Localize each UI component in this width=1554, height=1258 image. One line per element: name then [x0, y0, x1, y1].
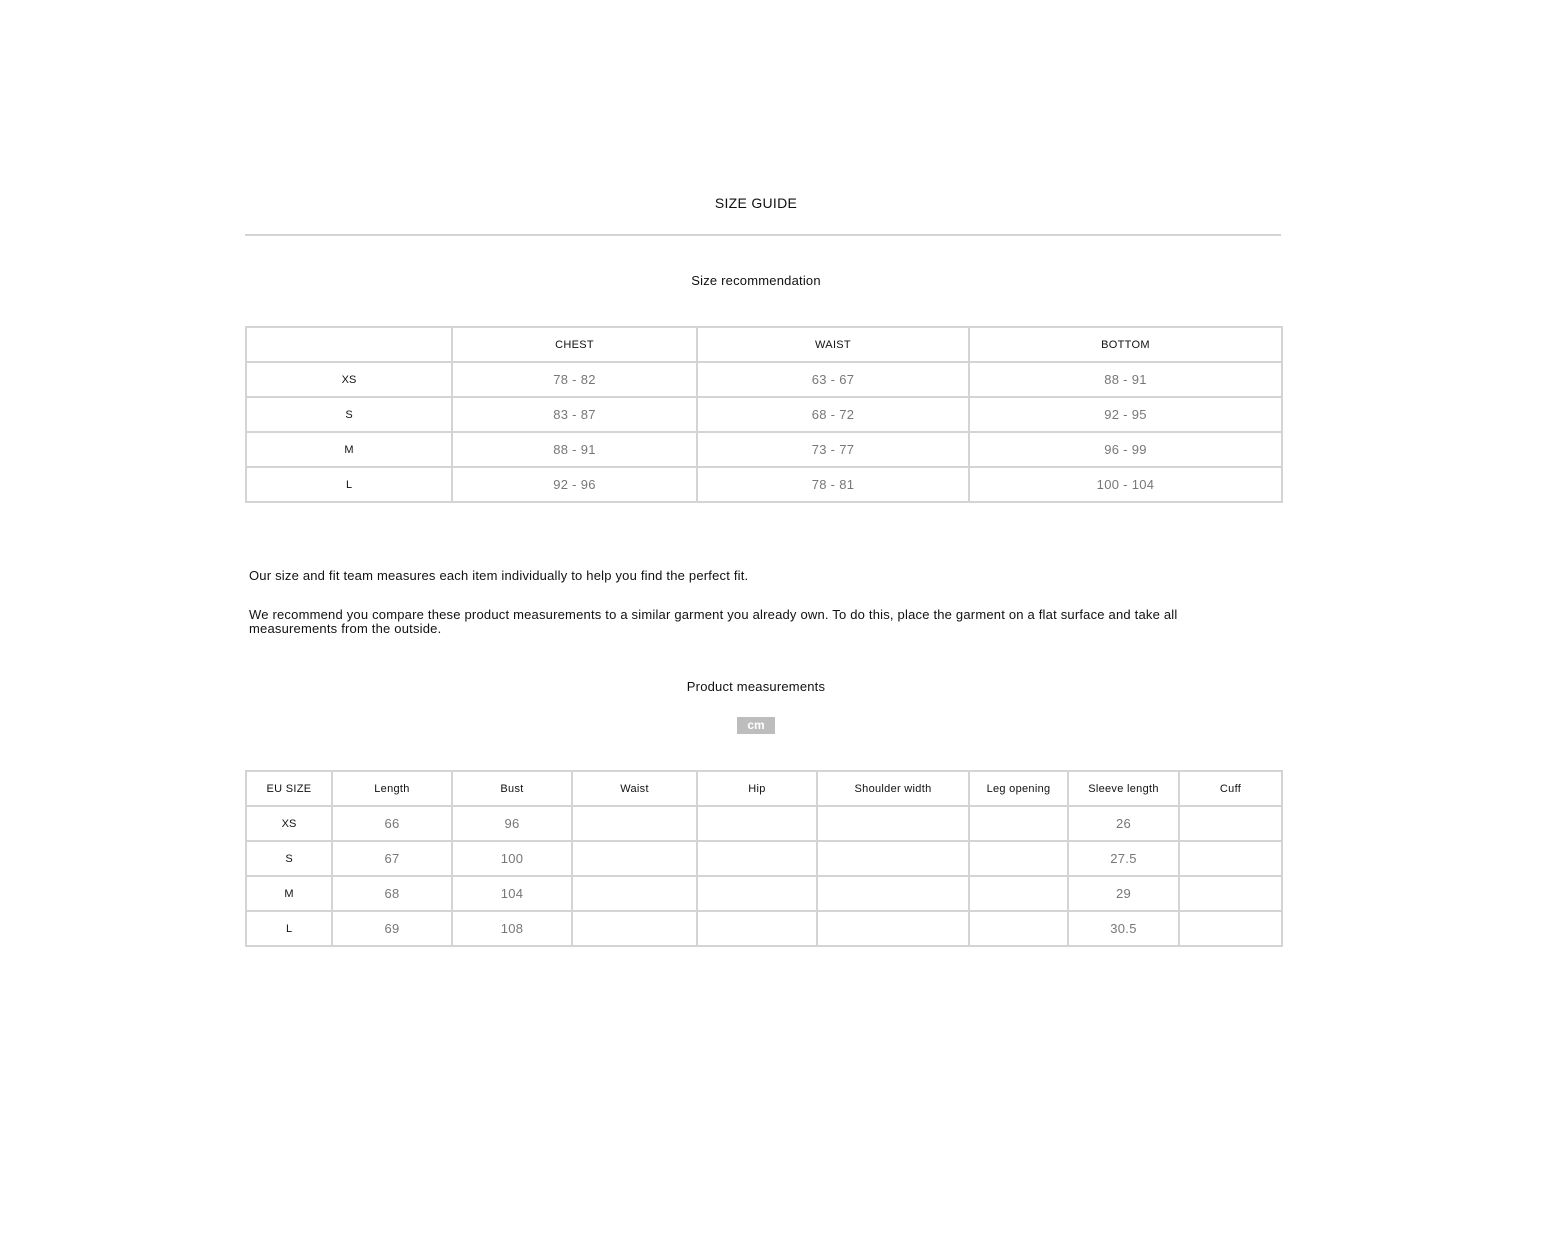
column-header-eu-size: EU SIZE	[246, 771, 332, 806]
product-measurements-table	[245, 770, 1283, 947]
hip-cell	[697, 876, 817, 911]
size-cell: XS	[246, 362, 452, 397]
column-header-sleeve-length: Sleeve length	[1068, 771, 1179, 806]
table-row	[246, 362, 1282, 397]
column-header-bottom: BOTTOM	[969, 327, 1282, 362]
bust-cell: 96	[452, 806, 572, 841]
bust-cell: 104	[452, 876, 572, 911]
table-header-row	[246, 327, 1282, 362]
hip-cell	[697, 841, 817, 876]
product-measurements-heading: Product measurements	[686, 679, 826, 694]
leg-opening-cell	[969, 841, 1068, 876]
bottom-cell: 96 - 99	[969, 432, 1282, 467]
table-row	[246, 841, 1282, 876]
table-row	[246, 806, 1282, 841]
length-cell: 69	[332, 911, 452, 946]
waist-cell: 68 - 72	[697, 397, 969, 432]
shoulder-cell	[817, 911, 969, 946]
bottom-cell: 92 - 95	[969, 397, 1282, 432]
size-cell: M	[246, 432, 452, 467]
column-header-waist: Waist	[572, 771, 697, 806]
sleeve-length-cell: 29	[1068, 876, 1179, 911]
sleeve-length-cell: 26	[1068, 806, 1179, 841]
column-header-waist: WAIST	[697, 327, 969, 362]
leg-opening-cell	[969, 876, 1068, 911]
waist-cell: 63 - 67	[697, 362, 969, 397]
bust-cell: 108	[452, 911, 572, 946]
bottom-cell: 88 - 91	[969, 362, 1282, 397]
column-header-leg-opening: Leg opening	[969, 771, 1068, 806]
waist-cell	[572, 876, 697, 911]
chest-cell: 92 - 96	[452, 467, 697, 502]
cuff-cell	[1179, 841, 1282, 876]
column-header-chest: CHEST	[452, 327, 697, 362]
table-row	[246, 467, 1282, 502]
size-cell: L	[246, 911, 332, 946]
chest-cell: 88 - 91	[452, 432, 697, 467]
cuff-cell	[1179, 911, 1282, 946]
column-header-length: Length	[332, 771, 452, 806]
size-cell: S	[246, 841, 332, 876]
size-cell: S	[246, 397, 452, 432]
waist-cell: 78 - 81	[697, 467, 969, 502]
leg-opening-cell	[969, 806, 1068, 841]
chest-cell: 83 - 87	[452, 397, 697, 432]
size-recommendation-table	[245, 326, 1283, 503]
length-cell: 68	[332, 876, 452, 911]
shoulder-cell	[817, 841, 969, 876]
hip-cell	[697, 806, 817, 841]
bust-cell: 100	[452, 841, 572, 876]
cuff-cell	[1179, 876, 1282, 911]
length-cell: 67	[332, 841, 452, 876]
length-cell: 66	[332, 806, 452, 841]
size-recommendation-heading: Size recommendation	[691, 273, 821, 288]
fit-team-note: Our size and fit team measures each item individually to help you find the perfect fit.	[249, 568, 749, 583]
table-row	[246, 432, 1282, 467]
sleeve-length-cell: 27.5	[1068, 841, 1179, 876]
page-title: SIZE GUIDE	[714, 195, 798, 211]
size-cell: L	[246, 467, 452, 502]
table-row	[246, 876, 1282, 911]
waist-cell	[572, 841, 697, 876]
size-cell: XS	[246, 806, 332, 841]
waist-cell	[572, 806, 697, 841]
measurement-advice: We recommend you compare these product measurements to a similar garment you already own. To do this, place the garment on a flat surface and take all measurements from the outside.	[249, 607, 1178, 636]
table-row	[246, 397, 1282, 432]
chest-cell: 78 - 82	[452, 362, 697, 397]
shoulder-cell	[817, 876, 969, 911]
cuff-cell	[1179, 806, 1282, 841]
sleeve-length-cell: 30.5	[1068, 911, 1179, 946]
table-header-row	[246, 771, 1282, 806]
column-header-bust: Bust	[452, 771, 572, 806]
column-header-hip: Hip	[697, 771, 817, 806]
table-row	[246, 911, 1282, 946]
title-divider	[245, 234, 1281, 236]
size-cell: M	[246, 876, 332, 911]
column-header-cuff: Cuff	[1179, 771, 1282, 806]
shoulder-cell	[817, 806, 969, 841]
waist-cell	[572, 911, 697, 946]
hip-cell	[697, 911, 817, 946]
bottom-cell: 100 - 104	[969, 467, 1282, 502]
leg-opening-cell	[969, 911, 1068, 946]
column-header-shoulder-width: Shoulder width	[817, 771, 969, 806]
waist-cell: 73 - 77	[697, 432, 969, 467]
column-header-blank	[246, 327, 452, 362]
unit-toggle-cm[interactable]: cm	[737, 717, 775, 734]
